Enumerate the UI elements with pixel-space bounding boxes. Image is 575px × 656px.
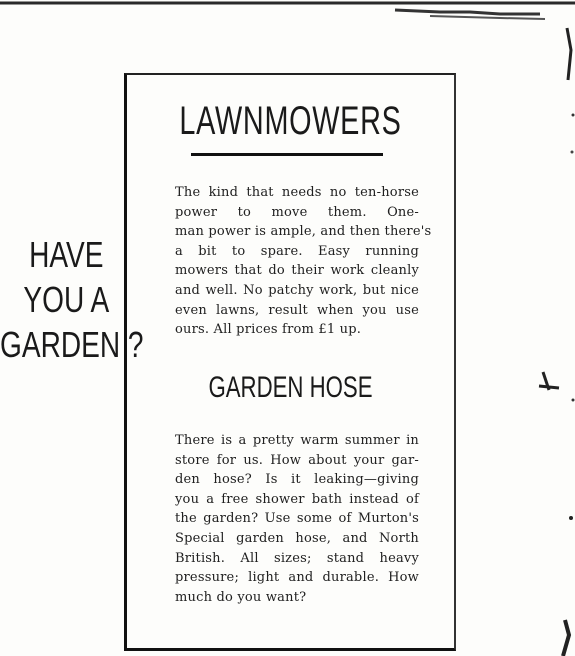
paragraph-line: mowers that do their work cleanly (175, 263, 419, 279)
paragraph-line: much do you want? (175, 589, 307, 605)
paragraph-line: a bit to spare. Easy running (175, 243, 419, 259)
side-heading-line: YOU A (23, 279, 110, 320)
page-edge-marks (535, 20, 575, 656)
advertisement-box (124, 73, 456, 651)
paragraph-line: and well. No patchy work, but nice (175, 282, 419, 298)
ad-title: LAWNMOWERS (179, 99, 402, 143)
side-heading-line: GARDEN ? (0, 324, 144, 365)
paragraph-line: den hose? Is it leaking—giving (175, 472, 419, 488)
paragraph-line: pressure; light and durable. How (175, 570, 419, 586)
paragraph-line: man power is ample, and then there's (175, 224, 432, 240)
paragraph-line: store for us. How about your gar- (175, 452, 419, 468)
side-heading-line: HAVE (29, 234, 104, 275)
lawnmowers-paragraph (175, 183, 432, 340)
paragraph-line: power to move them. One- (175, 204, 419, 220)
title-underline (191, 153, 383, 156)
paragraph-line: the garden? Use some of Murton's (175, 511, 419, 527)
paragraph-line: Special garden hose, and North (175, 530, 419, 546)
paragraph-line: ours. All prices from £1 up. (175, 322, 362, 338)
garden-hose-paragraph (175, 431, 419, 607)
ad-subtitle: GARDEN HOSE (208, 371, 373, 404)
paragraph-line: The kind that needs no ten-horse (175, 185, 419, 200)
paragraph-line: British. All sizes; stand heavy (175, 550, 419, 566)
paragraph-line: you a free shower bath instead of (175, 491, 419, 507)
paragraph-line: even lawns, result when you use (175, 302, 419, 318)
side-heading (0, 232, 144, 367)
paragraph-line: There is a pretty warm summer in (175, 433, 419, 448)
page-top-border (0, 0, 575, 26)
